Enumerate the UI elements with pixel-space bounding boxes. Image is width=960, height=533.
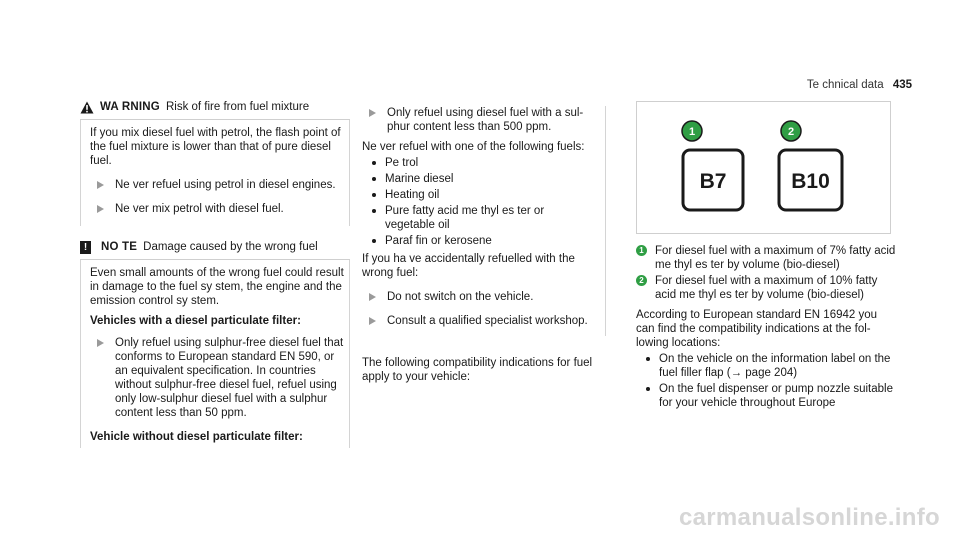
warning-title: Risk of fire from fuel mixture	[165, 101, 310, 113]
legend-badge-2: 2	[636, 275, 647, 286]
note-step	[90, 336, 349, 420]
label-b7-text: B7	[699, 170, 727, 193]
warning-triangle-icon	[80, 101, 94, 114]
list-item-text: Marine diesel	[385, 173, 454, 185]
label-b7	[682, 121, 743, 210]
fuel-label-figure	[636, 101, 891, 234]
list-item-text: On the fuel dispenser or pump nozzle suitable for your vehicle throughout Europe	[659, 383, 893, 409]
label-b10-text: B10	[791, 170, 830, 193]
note-continued	[362, 106, 606, 336]
warning-keyword: WA RNING	[100, 101, 160, 113]
step-arrow-icon	[97, 205, 104, 213]
bullet-dot	[372, 239, 376, 243]
legend-item	[636, 274, 896, 302]
list-item	[636, 382, 896, 410]
fuel-labels-illustration	[637, 102, 890, 233]
list-item	[362, 234, 597, 248]
figure-badge-1: 1	[688, 126, 696, 138]
note-title: Damage caused by the wrong fuel	[143, 241, 318, 253]
note-header	[80, 240, 350, 260]
section-title: Te chnical data	[806, 79, 884, 91]
note-keyword: NO TE	[101, 241, 138, 253]
bullet-dot	[372, 209, 376, 213]
bullet-dot	[372, 193, 376, 197]
according-text: According to European standard EN 16942 you can find the compatibility indications at the fol‐ lowing locations:	[636, 309, 878, 349]
list-item-text: Pure fatty acid me thyl es ter or vegetable oil	[385, 205, 545, 231]
never-refuel-text: Ne ver refuel with one of the following fuels:	[362, 141, 585, 153]
warning-header	[80, 100, 350, 120]
list-item	[636, 352, 896, 380]
bullet-dot	[646, 387, 650, 391]
note-heading-without-filter: Vehicle without diesel particulate filter:	[90, 431, 303, 443]
list-item	[362, 204, 597, 232]
column-middle	[362, 100, 606, 384]
accidental-step-text: Do not switch on the vehicle.	[387, 291, 534, 303]
step-arrow-icon	[97, 181, 104, 189]
warning-step-text: Ne ver refuel using petrol in diesel engines.	[115, 179, 336, 191]
note-body	[80, 260, 350, 448]
list-item-text: On the vehicle on the information label on the fuel filler flap (→ page 204)	[659, 353, 891, 379]
list-item	[362, 188, 597, 202]
note-step-text: Only refuel using diesel fuel with a sul‐ phur content less than 500 ppm.	[387, 107, 584, 133]
label-b10	[779, 121, 842, 210]
bullet-dot	[372, 177, 376, 181]
warning-step-text: Ne ver mix petrol with diesel fuel.	[115, 203, 284, 215]
watermark: carmanualsonline.info	[678, 504, 940, 531]
accidental-step	[362, 314, 597, 328]
list-item	[362, 156, 597, 170]
note-step	[362, 106, 597, 134]
legend-text: For diesel fuel with a maximum of 7% fatty acid me thyl es ter by volume (bio-diesel)	[655, 245, 896, 271]
step-arrow-icon	[369, 293, 376, 301]
fuel-list	[362, 156, 597, 248]
step-arrow-icon	[369, 109, 376, 117]
warning-text: If you mix diesel fuel with petrol, the flash point of the fuel mixture is lower than that of pure diesel fuel.	[90, 127, 341, 167]
note-exclamation-icon: !	[80, 241, 91, 254]
column-left	[80, 100, 350, 448]
bullet-dot	[646, 357, 650, 361]
note-heading-with-filter: Vehicles with a diesel particulate filter:	[90, 315, 301, 327]
page-header	[807, 78, 912, 92]
legend-text: For diesel fuel with a maximum of 10% fatty acid me thyl es ter by volume (bio-diesel)	[655, 275, 878, 301]
list-item	[362, 172, 597, 186]
figure-badge-2: 2	[787, 126, 795, 138]
bullet-dot	[372, 161, 376, 165]
legend-item	[636, 244, 896, 272]
compat-intro: The following compatibility indications for fuel apply to your vehicle:	[362, 357, 593, 383]
legend-badge-1: 1	[636, 245, 647, 256]
accidental-step-text: Consult a qualified specialist workshop.	[387, 315, 588, 327]
warning-step	[90, 202, 349, 216]
step-arrow-icon	[369, 317, 376, 325]
accidental-text: If you ha ve accidentally refuelled with the wrong fuel:	[362, 253, 575, 279]
step-arrow-icon	[97, 339, 104, 347]
note-step-text: Only refuel using sulphur-free diesel fuel that conforms to European standard EN 590, or an equivalent specification. In countries without sulphur-free diesel fuel, refuel using only low-sulphur diesel fuel with a sulphur content less than 50 ppm.	[115, 337, 344, 419]
warning-body	[80, 120, 350, 226]
page-number: 435	[892, 79, 912, 91]
list-item-text: Pe trol	[385, 157, 419, 169]
accidental-step	[362, 290, 597, 304]
list-item-text: Heating oil	[385, 189, 440, 201]
note-text: Even small amounts of the wrong fuel could result in damage to the fuel sy stem, the engine and the emission control sy stem.	[90, 267, 344, 307]
warning-step	[90, 178, 349, 192]
column-right	[636, 244, 896, 410]
list-item-text: Paraf fin or kerosene	[385, 235, 492, 247]
